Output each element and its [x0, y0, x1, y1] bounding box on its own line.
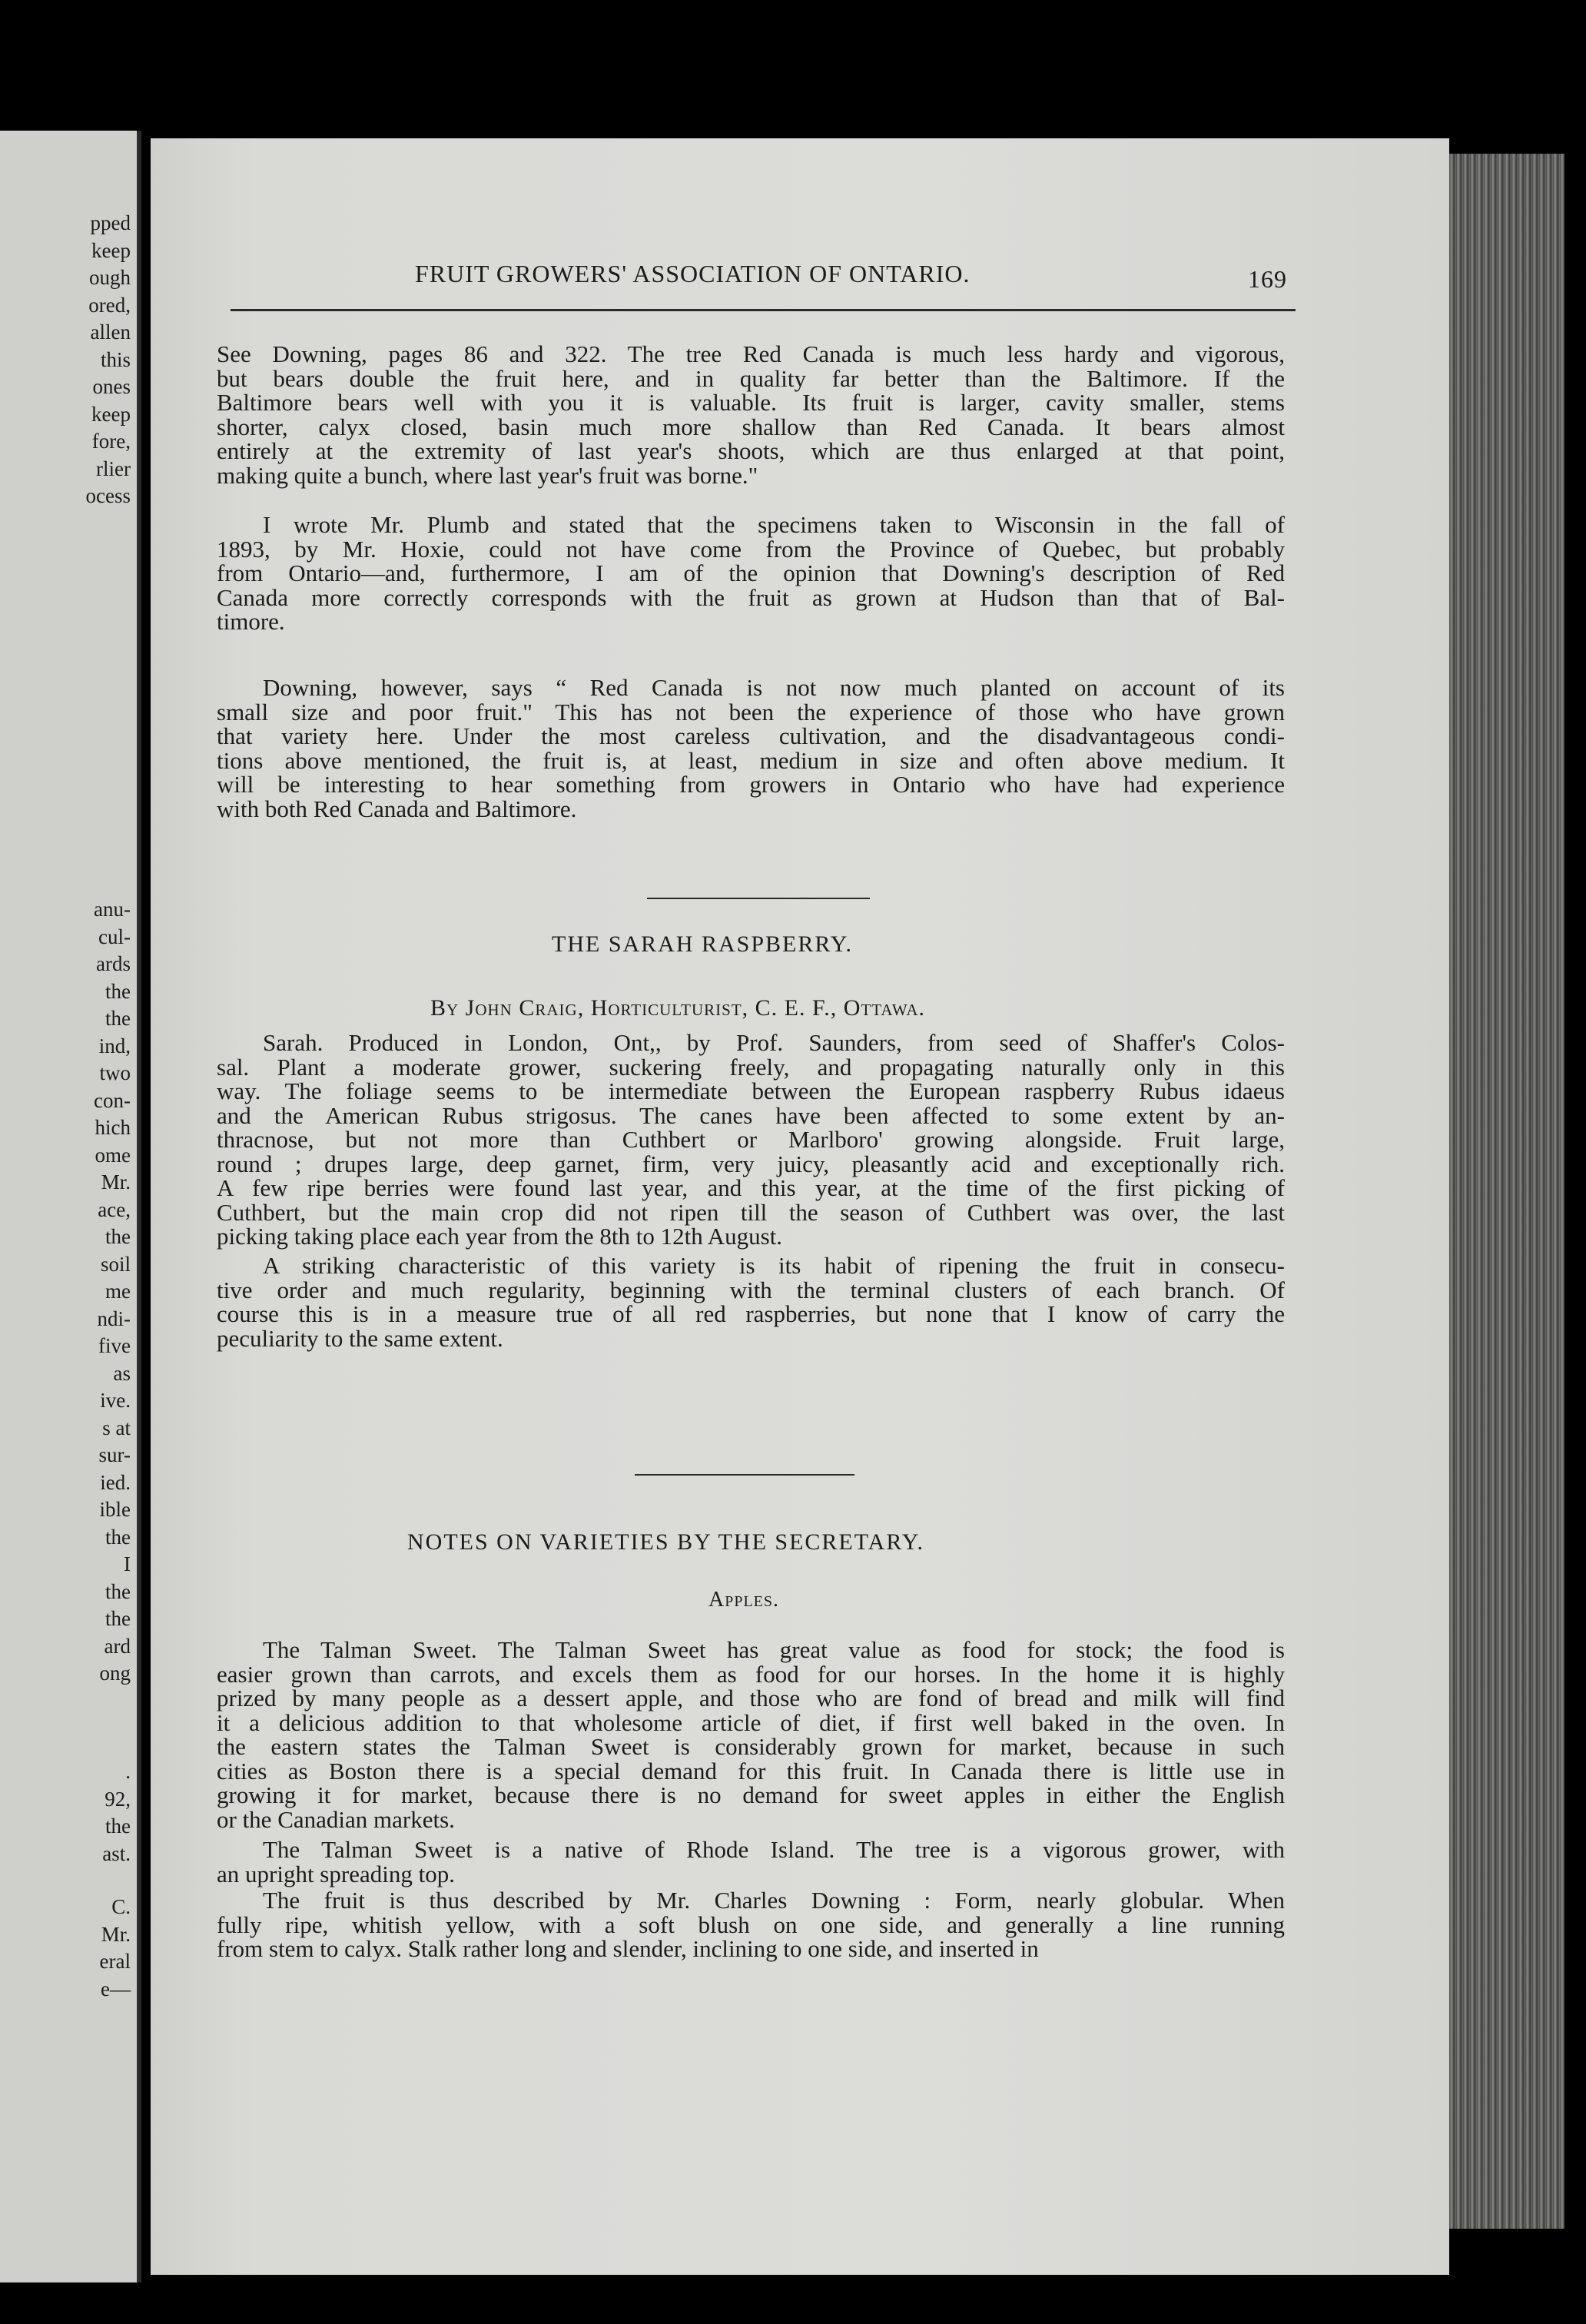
section-divider	[647, 898, 870, 899]
left-facing-page	[0, 131, 141, 2282]
section-divider-2	[635, 1474, 854, 1476]
margin-fragment: rlier	[96, 456, 131, 480]
text-line: A few ripe berries were found last year, and this year, at the time of the first picking of	[217, 1174, 1285, 1201]
margin-fragment: the	[105, 1225, 131, 1248]
margin-fragment: I	[124, 1552, 131, 1575]
margin-fragment: hich	[95, 1116, 131, 1139]
text-line: Baltimore bears well with you it is valuable. Its fruit is larger, cavity smaller, stems	[217, 389, 1285, 416]
text-line: way. The foliage seems to be intermediate between the European raspberry Rubus idaeus	[217, 1077, 1285, 1104]
margin-fragment: me	[105, 1280, 131, 1303]
margin-fragment: ive.	[100, 1389, 131, 1412]
subheading-apples: Apples.	[708, 1588, 780, 1612]
margin-fragment: Mr.	[101, 1922, 131, 1946]
margin-fragment: ard	[104, 1634, 131, 1658]
text-line: easier grown than carrots, and excels them as food for our horses. In the home it is highly	[217, 1660, 1285, 1688]
margin-fragment: ong	[99, 1662, 131, 1685]
margin-fragment: ndi-	[97, 1306, 131, 1330]
margin-fragment: C.	[111, 1895, 131, 1918]
margin-fragment: e—	[101, 1977, 131, 2000]
text-line: tive order and much regularity, beginning with the terminal clusters of each branch. Of	[217, 1276, 1285, 1303]
text-line: See Downing, pages 86 and 322. The tree Red Canada is much less hardy and vigorous,	[217, 340, 1285, 367]
margin-fragment: ied.	[100, 1470, 131, 1494]
margin-fragment: anu-	[94, 898, 131, 921]
margin-fragment: pped	[90, 211, 131, 234]
text-line: peculiarity to the same extent.	[217, 1324, 503, 1352]
text-line: tions above mentioned, the fruit is, at least, medium in size and often above medium. It	[217, 746, 1285, 774]
margin-fragment: ones	[92, 375, 131, 398]
page-edge-stack	[1449, 154, 1564, 2229]
text-line: course this is in a measure true of all red raspberries, but none that I know of carry the	[217, 1300, 1285, 1327]
header-rule	[231, 309, 1296, 311]
text-line: Sarah. Produced in London, Ont,, by Prof. Saunders, from seed of Shaffer's Colos-	[263, 1029, 1285, 1056]
text-line: cities as Boston there is a special demand for this fruit. In Canada there is little use in	[217, 1757, 1285, 1784]
text-line: The fruit is thus described by Mr. Charles Downing : Form, nearly globular. When	[263, 1887, 1285, 1914]
margin-fragment: the	[105, 1525, 131, 1549]
text-line: an upright spreading top.	[217, 1860, 455, 1887]
margin-fragment: ough	[89, 266, 131, 289]
text-line: will be interesting to hear something from growers in Ontario who have had experience	[217, 771, 1285, 798]
margin-fragment: eral	[99, 1950, 131, 1973]
margin-fragment: this	[100, 347, 131, 371]
text-line: or the Canadian markets.	[217, 1805, 455, 1833]
text-line: The Talman Sweet is a native of Rhode Island. The tree is a vigorous grower, with	[263, 1836, 1285, 1863]
margin-fragment: allen	[90, 320, 131, 344]
text-line: Cuthbert, but the main crop did not ripen till the season of Cuthbert was over, the last	[217, 1198, 1285, 1226]
margin-fragment: Mr.	[101, 1170, 131, 1194]
margin-fragment: the	[105, 1579, 131, 1603]
section-title-notes: NOTES ON VARIETIES BY THE SECRETARY.	[407, 1529, 924, 1555]
margin-fragment: ome	[95, 1143, 131, 1167]
margin-fragment: .	[125, 1760, 131, 1783]
text-line: The Talman Sweet. The Talman Sweet has great value as food for stock; the food is	[263, 1636, 1285, 1663]
margin-fragment: 92,	[105, 1787, 131, 1811]
text-line: picking taking place each year from the 8th to 12th August.	[217, 1223, 783, 1250]
margin-fragment: ocess	[85, 484, 131, 507]
text-line: it a delicious addition to that wholesome article of diet, if first well baked in the oven. In	[217, 1708, 1285, 1736]
text-line: round ; drupes large, deep garnet, firm, very juicy, pleasantly acid and exceptionally rich.	[217, 1150, 1285, 1177]
page-number: 169	[1248, 265, 1287, 293]
text-line: with both Red Canada and Baltimore.	[217, 795, 577, 822]
margin-fragment: keep	[91, 402, 131, 426]
text-line: entirely at the extremity of last year's shoots, which are thus enlarged at that point,	[217, 437, 1285, 464]
byline: By John Craig, Horticulturist, C. E. F., Ottawa.	[430, 995, 926, 1021]
text-line: prized by many people as a dessert apple, and those who are fond of bread and milk will find	[217, 1685, 1285, 1711]
running-title: FRUIT GROWERS' ASSOCIATION OF ONTARIO.	[415, 260, 971, 287]
text-line: and the American Rubus strigosus. The canes have been affected to some extent by an-	[217, 1101, 1285, 1129]
margin-fragment: s at	[102, 1416, 131, 1439]
text-line: thracnose, but not more than Cuthbert or Marlboro' growing alongside. Fruit large,	[217, 1126, 1285, 1153]
text-line: making quite a bunch, where last year's fruit was borne."	[217, 461, 758, 489]
margin-fragment: the	[105, 1607, 131, 1630]
margin-fragment: two	[99, 1061, 131, 1084]
text-line: fully ripe, whitish yellow, with a soft blush on one side, and generally a line running	[217, 1911, 1285, 1938]
margin-fragment: ored,	[88, 293, 131, 317]
text-line: from Ontario—and, furthermore, I am of the opinion that Downing's description of Red	[217, 559, 1285, 586]
margin-fragment: keep	[91, 238, 131, 262]
margin-fragment: soil	[100, 1252, 131, 1276]
text-line: Downing, however, says “ Red Canada is not now much planted on account of its	[263, 674, 1285, 701]
margin-fragment: the	[105, 1814, 131, 1838]
text-line: growing it for market, because there is no demand for sweet apples in either the English	[217, 1781, 1285, 1808]
text-line: but bears double the fruit here, and in quality far better than the Baltimore. If the	[217, 364, 1285, 392]
text-line: Canada more correctly corresponds with the fruit as grown at Hudson than that of Bal-	[217, 583, 1285, 611]
margin-fragment: ace,	[98, 1197, 131, 1221]
margin-fragment: cul-	[98, 925, 131, 948]
margin-fragment: five	[98, 1334, 131, 1357]
text-line: small size and poor fruit." This has not been the experience of those who have grown	[217, 698, 1285, 725]
text-line: from stem to calyx. Stalk rather long and slender, inclining to one side, and inserted in	[217, 1935, 1039, 1962]
margin-fragment: con-	[94, 1088, 131, 1112]
section-title-sarah-raspberry: THE SARAH RASPBERRY.	[552, 931, 854, 957]
text-line: shorter, calyx closed, basin much more shallow than Red Canada. It bears almost	[217, 413, 1285, 440]
margin-fragment: ards	[96, 952, 131, 975]
text-line: the eastern states the Talman Sweet is considerably grown for market, because in such	[217, 1733, 1285, 1760]
margin-fragment: ible	[99, 1498, 131, 1521]
margin-fragment: as	[113, 1361, 131, 1385]
text-line: A striking characteristic of this variety is its habit of ripening the fruit in consecu-	[263, 1252, 1285, 1279]
text-line: timore.	[217, 608, 285, 635]
margin-fragment: fore,	[91, 430, 131, 453]
margin-fragment: the	[105, 979, 131, 1003]
margin-fragment: sur-	[98, 1443, 131, 1466]
text-line: 1893, by Mr. Hoxie, could not have come from the Province of Quebec, but probably	[217, 535, 1285, 563]
margin-fragment: the	[105, 1007, 131, 1030]
margin-fragment: ast.	[102, 1841, 131, 1865]
margin-fragment: ind,	[98, 1034, 131, 1057]
text-line: that variety here. Under the most careless cultivation, and the disadvantageous condi-	[217, 722, 1285, 749]
text-line: sal. Plant a moderate grower, suckering freely, and propagating naturally only in this	[217, 1053, 1285, 1081]
text-line: I wrote Mr. Plumb and stated that the specimens taken to Wisconsin in the fall of	[263, 511, 1285, 538]
